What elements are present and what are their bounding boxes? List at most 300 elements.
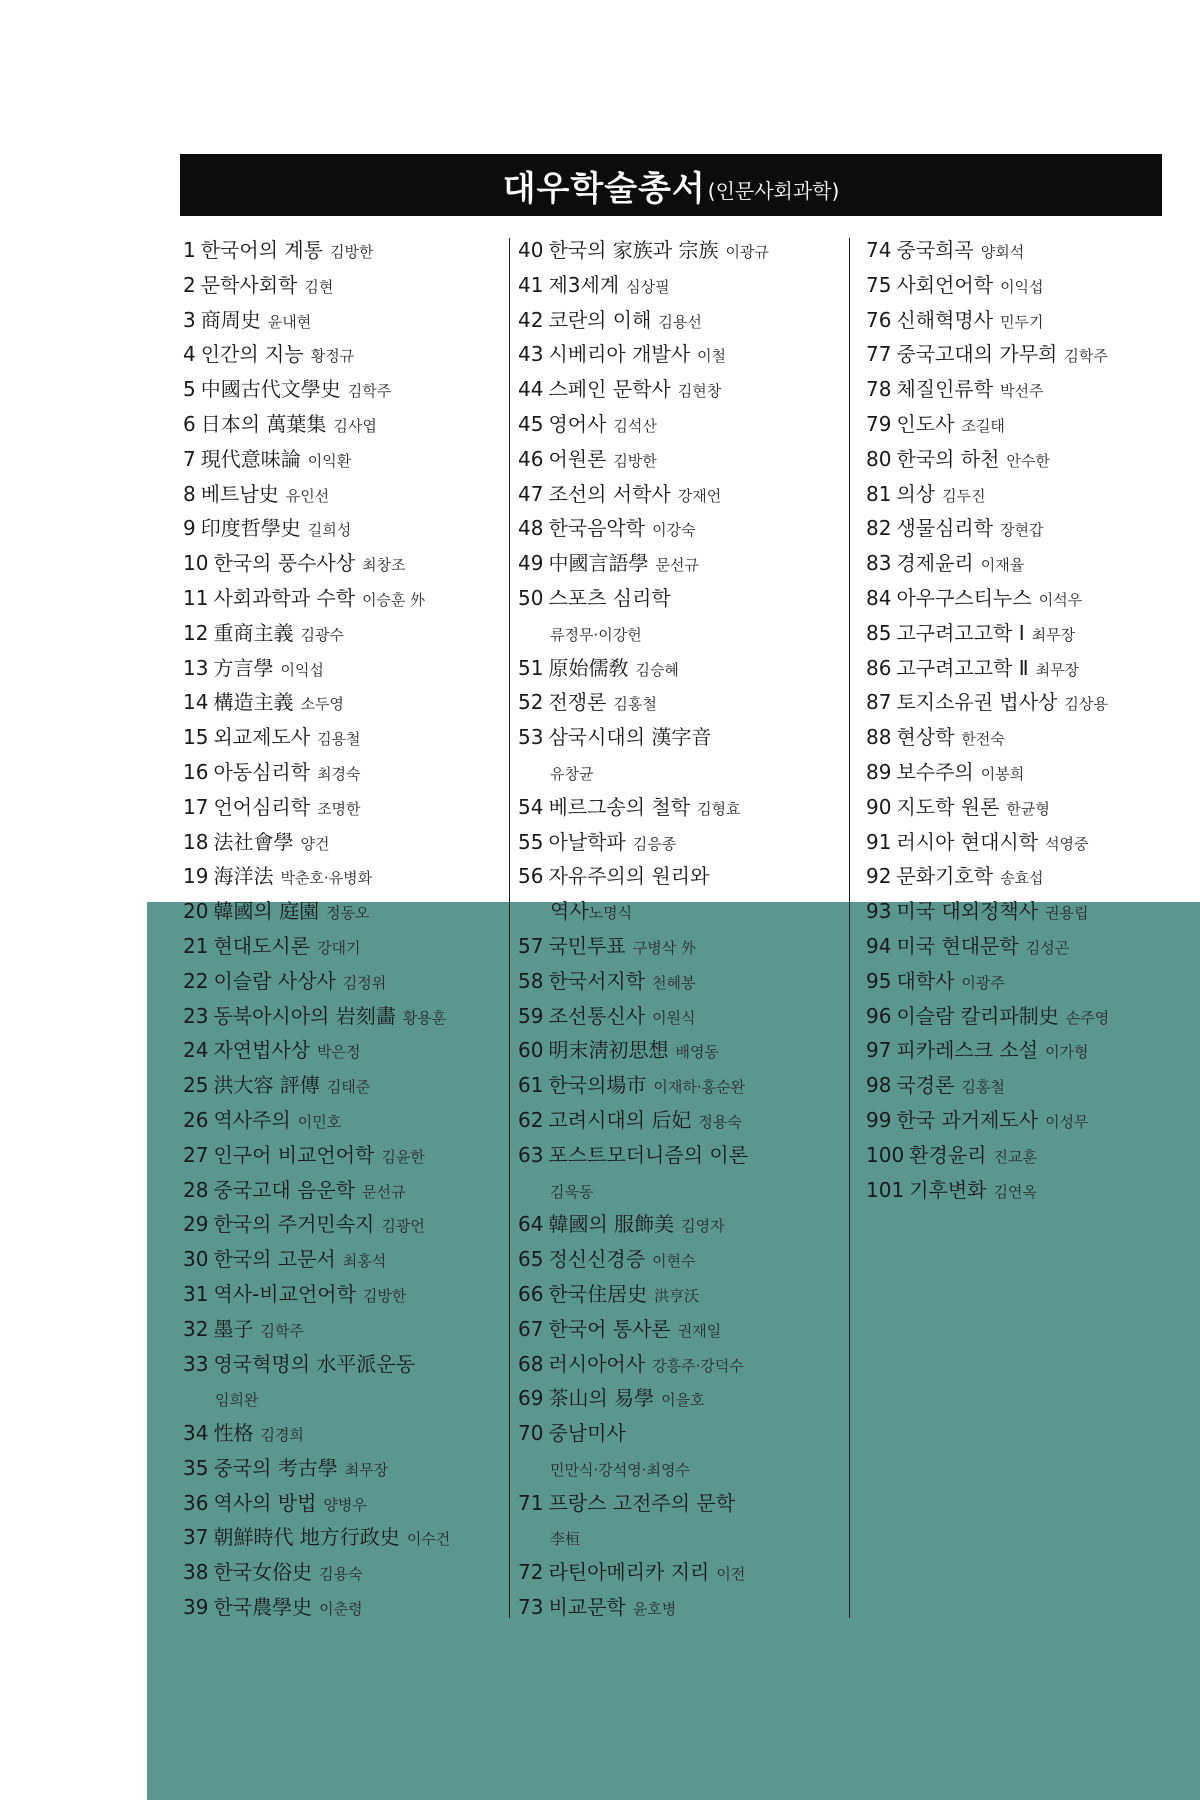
book-number: 89 bbox=[866, 759, 892, 784]
book-author: 민만식·강석영·최영수 bbox=[550, 1460, 690, 1479]
book-number: 51 bbox=[518, 655, 544, 680]
book-number: 100 bbox=[866, 1142, 905, 1167]
book-number: 44 bbox=[518, 377, 544, 402]
book-author: 박춘호·유병화 bbox=[280, 869, 373, 888]
book-number: 45 bbox=[518, 411, 544, 436]
book-author: 이석우 bbox=[1038, 590, 1083, 609]
book-number: 32 bbox=[183, 1316, 209, 1341]
book-entry bbox=[518, 337, 844, 372]
book-number: 28 bbox=[183, 1177, 209, 1202]
book-number: 94 bbox=[866, 933, 892, 958]
book-author: 이가형 bbox=[1045, 1043, 1089, 1062]
book-author: 김용숙 bbox=[319, 1565, 363, 1584]
book-entry bbox=[518, 1068, 844, 1103]
book-entry bbox=[866, 1103, 1186, 1138]
book-entry bbox=[866, 268, 1186, 303]
book-title: 역사의 방법 bbox=[213, 1490, 317, 1515]
book-number: 34 bbox=[183, 1421, 209, 1446]
book-author: 이전 bbox=[716, 1565, 746, 1584]
book-author: 소두영 bbox=[300, 695, 344, 714]
book-entry bbox=[866, 407, 1186, 442]
book-author: 박은정 bbox=[317, 1043, 361, 1062]
book-number: 63 bbox=[518, 1142, 544, 1167]
book-author: 김홍철 bbox=[613, 695, 657, 714]
book-entry bbox=[183, 859, 503, 894]
book-number: 13 bbox=[183, 655, 209, 680]
book-author: 최무장 bbox=[1035, 660, 1080, 679]
book-author: 조길태 bbox=[961, 416, 1005, 435]
book-author: 이재하·홍순완 bbox=[653, 1078, 746, 1097]
book-author: 김학주 bbox=[347, 382, 392, 401]
book-title: 인구어 비교언어학 bbox=[213, 1142, 375, 1167]
book-author: 이익환 bbox=[307, 451, 352, 470]
book-number: 26 bbox=[183, 1107, 209, 1132]
book-author: 최홍석 bbox=[342, 1252, 387, 1271]
book-author: 이철 bbox=[697, 347, 727, 366]
book-title: 한국의 家族과 宗族 bbox=[548, 238, 719, 262]
book-entry bbox=[183, 1068, 503, 1103]
book-title: 한국의 하천 bbox=[896, 446, 1000, 471]
book-title: 영국혁명의 水平派운동 bbox=[213, 1351, 416, 1376]
book-author: 이봉희 bbox=[980, 764, 1025, 783]
book-number: 22 bbox=[183, 968, 209, 993]
book-number: 47 bbox=[518, 481, 544, 506]
book-title: 한국의 고문서 bbox=[213, 1247, 336, 1272]
book-number: 95 bbox=[866, 968, 892, 993]
book-entry bbox=[183, 581, 503, 616]
book-author: 최무장 bbox=[1031, 625, 1076, 644]
book-entry bbox=[183, 407, 503, 442]
book-number: 71 bbox=[518, 1490, 544, 1515]
book-entry bbox=[866, 894, 1186, 929]
book-entry bbox=[518, 581, 844, 616]
book-title: 한국女俗史 bbox=[213, 1560, 313, 1585]
book-number: 36 bbox=[183, 1490, 209, 1515]
book-author: 양건 bbox=[300, 834, 330, 853]
book-number: 49 bbox=[518, 551, 544, 576]
book-author: 김승혜 bbox=[635, 660, 679, 679]
book-entry bbox=[866, 337, 1186, 372]
book-entry bbox=[866, 790, 1186, 825]
book-entry-continuation bbox=[518, 894, 844, 929]
book-title: 韓國의 服飾美 bbox=[548, 1212, 675, 1237]
book-entry bbox=[866, 303, 1186, 338]
book-number: 83 bbox=[866, 551, 892, 576]
book-author: 이강숙 bbox=[652, 521, 696, 540]
book-author: 김석산 bbox=[613, 416, 657, 435]
series-subtitle: (인문사회과학) bbox=[707, 178, 840, 203]
book-title: 역사-비교언어학 bbox=[213, 1281, 356, 1306]
book-author: 김형효 bbox=[697, 799, 741, 818]
book-author: 권재일 bbox=[677, 1321, 722, 1340]
book-number: 6 bbox=[183, 411, 196, 436]
book-author: 김광수 bbox=[300, 625, 344, 644]
book-title: 시베리아 개발사 bbox=[548, 342, 691, 367]
book-number: 67 bbox=[518, 1316, 544, 1341]
book-author: 김현창 bbox=[677, 382, 722, 401]
book-title: 국경론 bbox=[896, 1073, 955, 1098]
book-title: 보수주의 bbox=[896, 759, 974, 784]
book-number: 84 bbox=[866, 585, 892, 610]
book-title: 미국 대외정책사 bbox=[896, 899, 1039, 924]
book-entry bbox=[866, 233, 1186, 268]
book-author: 천혜봉 bbox=[652, 973, 696, 992]
book-entry bbox=[183, 1520, 503, 1555]
book-entry bbox=[518, 1242, 844, 1277]
book-number: 19 bbox=[183, 864, 209, 889]
book-title: 現代意味論 bbox=[200, 446, 301, 471]
book-title: 韓國의 庭園 bbox=[213, 899, 320, 924]
book-entry-continuation bbox=[518, 1173, 844, 1208]
book-title: 方言學 bbox=[213, 655, 274, 680]
book-title: 중국고대의 가무희 bbox=[896, 342, 1058, 367]
book-number: 97 bbox=[866, 1038, 892, 1063]
book-title: 고구려고고학 Ⅱ bbox=[896, 655, 1029, 680]
book-number: 11 bbox=[183, 585, 209, 610]
book-entry bbox=[518, 1207, 844, 1242]
book-entry bbox=[183, 372, 503, 407]
book-number: 40 bbox=[518, 238, 544, 262]
book-entry bbox=[866, 929, 1186, 964]
book-title: 한국어의 계통 bbox=[200, 238, 324, 262]
book-list-column-1 bbox=[183, 233, 503, 1625]
book-number: 50 bbox=[518, 585, 544, 610]
book-number: 12 bbox=[183, 620, 209, 645]
book-author: 문선규 bbox=[655, 556, 699, 575]
book-entry bbox=[183, 1416, 503, 1451]
book-number: 46 bbox=[518, 446, 544, 471]
book-number: 3 bbox=[183, 307, 196, 332]
book-entry bbox=[518, 825, 844, 860]
book-number: 82 bbox=[866, 516, 892, 541]
book-title: 러시아 현대시학 bbox=[896, 829, 1039, 854]
book-author: 송효섭 bbox=[1000, 869, 1044, 888]
book-title: 한국의 풍수사상 bbox=[213, 551, 356, 576]
book-author: 김두진 bbox=[942, 486, 986, 505]
book-list-column-2 bbox=[518, 233, 844, 1625]
book-number: 77 bbox=[866, 342, 892, 367]
book-number: 66 bbox=[518, 1281, 544, 1306]
book-author: 윤내현 bbox=[267, 312, 312, 331]
book-entry-continuation bbox=[518, 1520, 844, 1555]
series-header-bar bbox=[180, 154, 1162, 216]
book-author: 최창조 bbox=[362, 556, 406, 575]
book-entry bbox=[866, 720, 1186, 755]
book-entry bbox=[183, 442, 503, 477]
book-number: 10 bbox=[183, 551, 209, 576]
book-author: 손주영 bbox=[1065, 1008, 1110, 1027]
book-entry bbox=[866, 859, 1186, 894]
book-entry bbox=[866, 372, 1186, 407]
book-title: 이슬람 사상사 bbox=[213, 968, 336, 993]
book-number: 7 bbox=[183, 446, 196, 471]
book-author: 강대기 bbox=[317, 938, 361, 957]
book-author: 李桓 bbox=[550, 1530, 581, 1549]
book-author: 김정위 bbox=[342, 973, 387, 992]
book-author: 이수건 bbox=[406, 1530, 451, 1549]
book-entry bbox=[183, 546, 503, 581]
book-title: 스페인 문학사 bbox=[548, 377, 671, 402]
book-title: 고구려고고학 Ⅰ bbox=[896, 620, 1025, 645]
book-entry bbox=[518, 1277, 844, 1312]
book-author: 권용립 bbox=[1045, 904, 1089, 923]
book-title: 제3세계 bbox=[548, 272, 620, 297]
book-author: 한전숙 bbox=[961, 730, 1005, 749]
book-entry bbox=[183, 929, 503, 964]
book-number: 5 bbox=[183, 377, 196, 402]
book-author: 안수한 bbox=[1006, 451, 1050, 470]
book-author: 김방한 bbox=[362, 1286, 407, 1305]
book-title: 프랑스 고전주의 문학 bbox=[548, 1490, 736, 1515]
book-number: 57 bbox=[518, 933, 544, 958]
book-title: 洪大容 評傳 bbox=[213, 1073, 320, 1098]
book-number: 15 bbox=[183, 725, 209, 750]
book-entry bbox=[183, 894, 503, 929]
book-entry bbox=[518, 442, 844, 477]
book-number: 81 bbox=[866, 481, 892, 506]
book-title: 중국희곡 bbox=[896, 238, 974, 262]
book-entry bbox=[518, 859, 844, 894]
book-number: 35 bbox=[183, 1455, 209, 1480]
book-entry bbox=[518, 268, 844, 303]
book-author: 이익섭 bbox=[280, 660, 324, 679]
book-title: 전쟁론 bbox=[548, 690, 607, 715]
book-author: 김응종 bbox=[632, 834, 677, 853]
book-title: 한국의 주거민속지 bbox=[213, 1212, 375, 1237]
book-number: 80 bbox=[866, 446, 892, 471]
book-title: 고려시대의 后妃 bbox=[548, 1107, 692, 1132]
book-title: 지도학 원론 bbox=[896, 794, 1000, 819]
book-author: 김방한 bbox=[613, 451, 657, 470]
book-title: 中國古代文學史 bbox=[200, 377, 341, 402]
book-entry bbox=[866, 546, 1186, 581]
book-author: 이광주 bbox=[961, 973, 1005, 992]
book-number: 54 bbox=[518, 794, 544, 819]
book-entry bbox=[183, 720, 503, 755]
book-list-column-3 bbox=[866, 233, 1186, 1207]
book-title: 한국住居史 bbox=[548, 1281, 648, 1306]
book-entry bbox=[183, 616, 503, 651]
book-title: 환경윤리 bbox=[909, 1142, 987, 1167]
book-entry bbox=[518, 685, 844, 720]
book-author: 김방한 bbox=[330, 243, 374, 261]
book-entry bbox=[183, 477, 503, 512]
book-title: 아우구스티누스 bbox=[896, 585, 1032, 610]
book-number: 9 bbox=[183, 516, 196, 541]
book-entry bbox=[866, 1173, 1186, 1208]
book-title: 의상 bbox=[896, 481, 936, 506]
book-title: 한국의場市 bbox=[548, 1073, 647, 1098]
book-author: 이을호 bbox=[661, 1391, 705, 1410]
book-title: 생물심리학 bbox=[896, 516, 994, 541]
book-author: 한균형 bbox=[1006, 799, 1050, 818]
book-author: 김영자 bbox=[681, 1217, 725, 1236]
book-title: 토지소유권 법사상 bbox=[896, 690, 1058, 715]
book-title: 코란의 이해 bbox=[548, 307, 652, 332]
book-number: 4 bbox=[183, 342, 196, 367]
book-author: 강흥주·강덕수 bbox=[652, 1356, 744, 1375]
book-title: 영어사 bbox=[548, 411, 607, 436]
book-entry bbox=[183, 1486, 503, 1521]
book-author: 김욱동 bbox=[550, 1182, 594, 1201]
book-entry bbox=[183, 1207, 503, 1242]
book-number: 96 bbox=[866, 1003, 892, 1028]
book-author: 김상용 bbox=[1064, 695, 1108, 714]
book-entry bbox=[183, 825, 503, 860]
book-title: 외교제도사 bbox=[213, 725, 311, 750]
book-author: 최경숙 bbox=[317, 764, 361, 783]
book-number: 60 bbox=[518, 1038, 544, 1063]
series-title: 대우학술총서 bbox=[502, 168, 706, 209]
book-number: 61 bbox=[518, 1073, 544, 1098]
book-entry bbox=[518, 790, 844, 825]
book-number: 30 bbox=[183, 1247, 209, 1272]
book-author: 洪亨沃 bbox=[654, 1286, 700, 1305]
book-number: 88 bbox=[866, 725, 892, 750]
book-author: 이민호 bbox=[297, 1112, 342, 1131]
book-number: 85 bbox=[866, 620, 892, 645]
book-number: 98 bbox=[866, 1073, 892, 1098]
book-entry bbox=[518, 1033, 844, 1068]
book-entry bbox=[518, 233, 844, 268]
book-title: 역사주의 bbox=[213, 1107, 291, 1132]
book-author: 이춘령 bbox=[319, 1600, 363, 1619]
book-author: 심상필 bbox=[626, 277, 670, 296]
book-entry bbox=[518, 1416, 844, 1451]
book-title: 현대도시론 bbox=[213, 933, 311, 958]
book-entry bbox=[518, 303, 844, 338]
book-title: 인도사 bbox=[896, 411, 955, 436]
book-title: 墨子 bbox=[213, 1316, 254, 1341]
book-entry-continuation bbox=[518, 755, 844, 790]
book-number: 23 bbox=[183, 1003, 209, 1028]
book-entry bbox=[518, 1555, 844, 1590]
book-author: 김홍철 bbox=[961, 1078, 1005, 1097]
book-title: 朝鮮時代 地方行政史 bbox=[213, 1525, 400, 1550]
book-title: 라틴아메리카 지리 bbox=[548, 1560, 710, 1585]
book-title: 피카레스크 소설 bbox=[896, 1038, 1039, 1063]
book-number: 20 bbox=[183, 899, 209, 924]
book-author: 강재언 bbox=[677, 486, 722, 505]
book-title: 기후변화 bbox=[909, 1177, 987, 1202]
book-number: 39 bbox=[183, 1595, 209, 1620]
book-number: 75 bbox=[866, 272, 892, 297]
book-entry bbox=[866, 442, 1186, 477]
book-entry bbox=[518, 1486, 844, 1521]
book-author: 윤호병 bbox=[632, 1600, 677, 1619]
book-title: 이슬람 칼리파制史 bbox=[896, 1003, 1059, 1028]
book-number: 87 bbox=[866, 690, 892, 715]
book-title: 스포츠 심리학 bbox=[548, 585, 671, 610]
book-entry bbox=[183, 1555, 503, 1590]
book-entry bbox=[183, 790, 503, 825]
book-number: 17 bbox=[183, 794, 209, 819]
book-title: 日本의 萬葉集 bbox=[200, 411, 327, 436]
book-title: 조선의 서학사 bbox=[548, 481, 671, 506]
column-divider bbox=[849, 238, 850, 1618]
book-number: 86 bbox=[866, 655, 892, 680]
book-author: 김현 bbox=[304, 277, 334, 296]
book-number: 48 bbox=[518, 516, 544, 541]
book-title: 자연법사상 bbox=[213, 1038, 311, 1063]
book-author: 이원식 bbox=[652, 1008, 696, 1027]
book-entry bbox=[866, 651, 1186, 686]
book-entry bbox=[866, 755, 1186, 790]
book-entry bbox=[183, 1451, 503, 1486]
book-author: 양회석 bbox=[980, 243, 1025, 261]
book-number: 101 bbox=[866, 1177, 905, 1202]
book-entry bbox=[518, 407, 844, 442]
book-number: 78 bbox=[866, 377, 892, 402]
book-number: 52 bbox=[518, 690, 544, 715]
book-number: 65 bbox=[518, 1247, 544, 1272]
book-author: 황정규 bbox=[310, 347, 355, 366]
book-title: 베르그송의 철학 bbox=[548, 794, 691, 819]
book-title: 한국 과거제도사 bbox=[896, 1107, 1039, 1132]
book-number: 92 bbox=[866, 864, 892, 889]
book-entry bbox=[518, 1590, 844, 1625]
book-author: 김용철 bbox=[317, 730, 361, 749]
book-title: 한국음악학 bbox=[548, 516, 646, 541]
book-title: 中國言語學 bbox=[548, 551, 649, 576]
book-title: 어원론 bbox=[548, 446, 607, 471]
book-author: 김광언 bbox=[381, 1217, 425, 1236]
book-title: 경제윤리 bbox=[896, 551, 974, 576]
book-entry bbox=[183, 999, 503, 1034]
book-entry bbox=[518, 651, 844, 686]
book-number: 68 bbox=[518, 1351, 544, 1376]
book-author: 유창균 bbox=[550, 764, 594, 783]
book-entry bbox=[183, 303, 503, 338]
book-title: 베트남史 bbox=[200, 481, 279, 506]
book-entry bbox=[518, 1347, 844, 1382]
book-title: 茶山의 易學 bbox=[548, 1386, 655, 1411]
book-entry bbox=[866, 825, 1186, 860]
book-title: 아동심리학 bbox=[213, 759, 311, 784]
book-number: 69 bbox=[518, 1386, 544, 1411]
book-number: 31 bbox=[183, 1281, 209, 1306]
book-title: 대학사 bbox=[896, 968, 955, 993]
book-entry bbox=[183, 337, 503, 372]
book-author: 조명한 bbox=[317, 799, 361, 818]
book-title: 한국農學史 bbox=[213, 1595, 313, 1620]
book-number: 55 bbox=[518, 829, 544, 854]
book-title: 重商主義 bbox=[213, 620, 294, 645]
book-title: 한국어 통사론 bbox=[548, 1316, 671, 1341]
book-title: 印度哲學史 bbox=[200, 516, 301, 541]
book-author: 김윤한 bbox=[381, 1147, 425, 1166]
book-title: 정신신경증 bbox=[548, 1247, 646, 1272]
book-entry bbox=[518, 511, 844, 546]
book-entry bbox=[518, 546, 844, 581]
book-entry bbox=[183, 1277, 503, 1312]
book-entry bbox=[866, 616, 1186, 651]
book-number: 37 bbox=[183, 1525, 209, 1550]
book-title: 중국고대 음운학 bbox=[213, 1177, 356, 1202]
book-entry bbox=[518, 720, 844, 755]
book-title: 동북아시아의 岩刻畵 bbox=[213, 1003, 396, 1028]
book-number: 29 bbox=[183, 1212, 209, 1237]
book-entry bbox=[183, 964, 503, 999]
book-author: 김태준 bbox=[326, 1078, 371, 1097]
book-number: 21 bbox=[183, 933, 209, 958]
book-title: 체질인류학 bbox=[896, 377, 994, 402]
book-entry bbox=[866, 1068, 1186, 1103]
book-number: 62 bbox=[518, 1107, 544, 1132]
book-number: 25 bbox=[183, 1073, 209, 1098]
book-title: 아날학파 bbox=[548, 829, 626, 854]
book-author: 박선주 bbox=[1000, 382, 1044, 401]
